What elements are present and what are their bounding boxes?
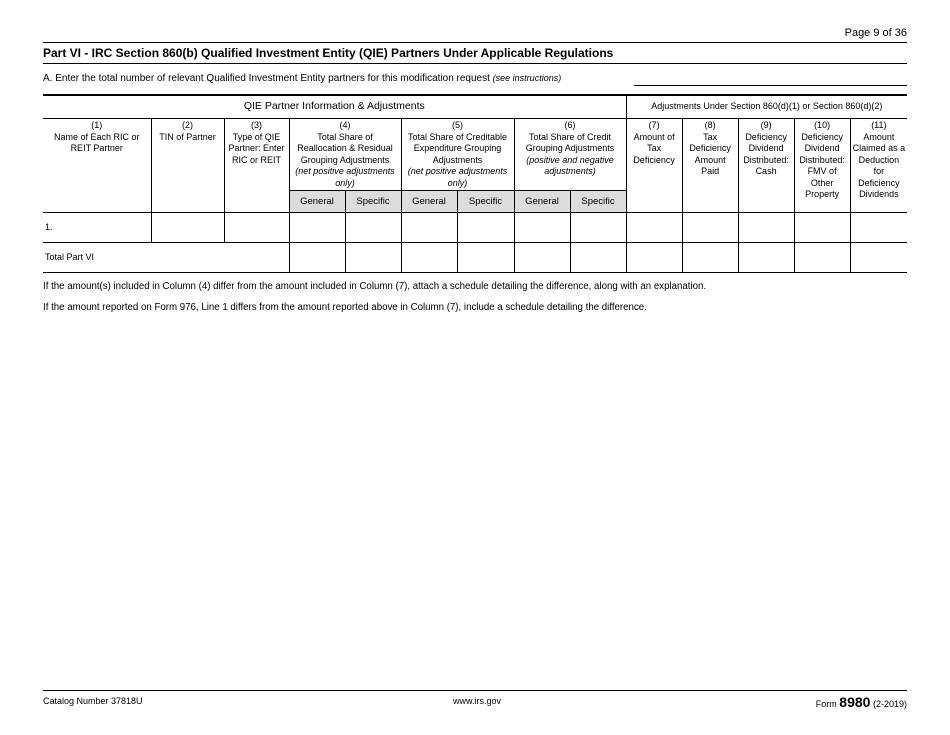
col-note: (net positive adjustments only) [407, 166, 508, 188]
col-num: (5) [452, 120, 463, 130]
col-num: (4) [339, 120, 351, 130]
col-header-2 [151, 119, 224, 213]
col-num: (2) [182, 120, 193, 130]
title-rule [43, 63, 907, 64]
col-note: (net positive adjustments only) [295, 166, 395, 188]
col-header-7 [626, 119, 682, 213]
form-id [700, 694, 907, 710]
top-rule [43, 42, 907, 43]
qie-partner-table [43, 94, 907, 273]
col-label: Tax Deficiency Amount Paid [689, 131, 731, 176]
sub-header-general: General [289, 191, 345, 213]
catalog-number: Catalog Number 37818U [43, 696, 143, 706]
form-prefix: Form [815, 699, 837, 709]
col-num: (6) [564, 120, 576, 130]
col-header-5 [401, 119, 514, 191]
col-num: (3) [251, 120, 262, 130]
footer-rule [43, 690, 907, 691]
col-label: Total Share of Credit Grouping Adjustments [525, 131, 615, 153]
total-col8-cell[interactable] [682, 243, 738, 273]
table-row-total [43, 243, 907, 273]
col-label: Amount Claimed as a Deduction for Deficiency Dividends [852, 131, 906, 199]
total-label: Total Part VI [43, 243, 289, 273]
row-1-type-cell[interactable] [224, 213, 289, 243]
col-label: Deficiency Dividend Distributed: FMV of Other Property [799, 131, 845, 199]
col-label: Total Share of Creditable Expenditure Grouping Adjustments [407, 131, 508, 165]
col-label: Name of Each RIC or REIT Partner [53, 131, 140, 153]
row-1-col5-specific-cell[interactable] [457, 213, 514, 243]
sub-header-specific: Specific [457, 191, 514, 213]
line-a-text: A. Enter the total number of relevant Qualified Investment Entity partners for this modification request [43, 73, 490, 84]
sub-header-specific: Specific [570, 191, 626, 213]
row-1-col9-cell[interactable] [738, 213, 794, 243]
row-1-col10-cell[interactable] [794, 213, 850, 243]
sub-header-general: General [514, 191, 570, 213]
col-header-11 [850, 119, 907, 213]
total-col6-general-cell[interactable] [514, 243, 570, 273]
row-1-col7-cell[interactable] [626, 213, 682, 243]
col-header-4 [289, 119, 401, 191]
total-col6-specific-cell[interactable] [570, 243, 626, 273]
col-label: Amount of Tax Deficiency [633, 131, 675, 165]
part-title: Part VI - IRC Section 860(b) Qualified Investment Entity (QIE) Partners Under Applicable Regulations [43, 46, 614, 60]
row-1-col11-cell[interactable] [850, 213, 907, 243]
col-num: (7) [648, 120, 660, 130]
col-header-9 [738, 119, 794, 213]
col-num: (10) [814, 120, 831, 130]
total-col5-general-cell[interactable] [401, 243, 457, 273]
col-note: (positive and negative adjustments) [526, 154, 614, 176]
col-num: (9) [760, 120, 772, 130]
row-1-col8-cell[interactable] [682, 213, 738, 243]
form-number: 8980 [839, 694, 871, 710]
col-header-1 [43, 119, 151, 213]
form-revision: (2-2019) [872, 699, 907, 709]
col-header-8 [682, 119, 738, 213]
total-col4-general-cell[interactable] [289, 243, 345, 273]
col-header-10 [794, 119, 850, 213]
sub-header-general: General [401, 191, 457, 213]
group-header-qie: QIE Partner Information & Adjustments [43, 95, 626, 119]
row-1-col4-specific-cell[interactable] [345, 213, 401, 243]
line-a-input[interactable] [634, 68, 907, 85]
col-header-6 [514, 119, 626, 191]
instruction-note-2: If the amount reported on Form 976, Line 1 differs from the amount reported above in Column (7), include a schedule detailing the difference. [43, 302, 647, 313]
col-label: TIN of Partner [159, 131, 216, 142]
line-a-input-underline [634, 85, 907, 86]
instruction-note-1: If the amount(s) included in Column (4) differ from the amount included in Column (7), attach a schedule detailing the difference, along with an explanation. [43, 281, 707, 292]
total-col5-specific-cell[interactable] [457, 243, 514, 273]
row-1-name-cell[interactable]: 1. [43, 213, 151, 243]
col-num: (1) [91, 120, 103, 130]
group-header-860d: Adjustments Under Section 860(d)(1) or Section 860(d)(2) [626, 95, 907, 119]
col-header-3 [224, 119, 289, 213]
table-row [43, 213, 907, 243]
col-label: Total Share of Reallocation & Residual Grouping Adjustments [297, 131, 393, 165]
website-link[interactable]: www.irs.gov [453, 696, 502, 706]
col-label: Deficiency Dividend Distributed: Cash [743, 131, 789, 176]
row-1-tin-cell[interactable] [151, 213, 224, 243]
col-num: (11) [871, 120, 887, 130]
sub-header-specific: Specific [345, 191, 401, 213]
line-a-note: (see instructions) [492, 73, 562, 83]
total-col4-specific-cell[interactable] [345, 243, 401, 273]
row-1-col4-general-cell[interactable] [289, 213, 345, 243]
row-1-col6-specific-cell[interactable] [570, 213, 626, 243]
page-number: Page 9 of 36 [844, 27, 907, 39]
total-col7-cell[interactable] [626, 243, 682, 273]
col-label: Type of QIE Partner: Enter RIC or REIT [228, 131, 285, 165]
row-1-col6-general-cell[interactable] [514, 213, 570, 243]
total-col10-cell[interactable] [794, 243, 850, 273]
total-col11-cell[interactable] [850, 243, 907, 273]
row-1-col5-general-cell[interactable] [401, 213, 457, 243]
line-a-instruction [43, 73, 561, 84]
total-col9-cell[interactable] [738, 243, 794, 273]
col-num: (8) [704, 120, 716, 130]
